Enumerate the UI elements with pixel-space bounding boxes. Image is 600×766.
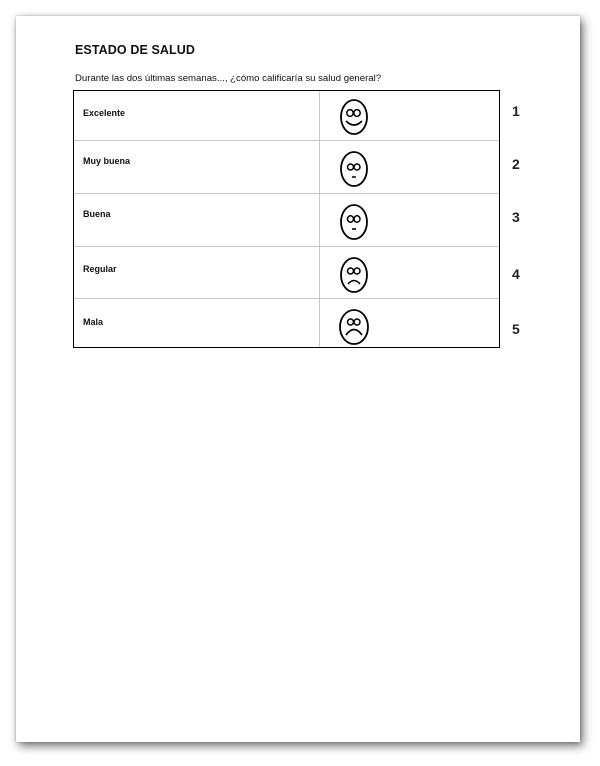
sad-face-icon [334,252,374,298]
option-number: 4 [512,266,520,282]
option-label: Regular [83,264,117,274]
option-label: Muy buena [83,156,131,166]
option-label: Excelente [83,108,126,118]
option-label: Buena [83,209,111,219]
question-text: Durante las dos últimas semanas..., ¿cómo calificaría su salud general? [75,73,382,84]
very-happy-face-icon [334,94,374,140]
rating-table [73,90,500,348]
table-row[interactable] [74,141,499,194]
table-row[interactable] [74,299,499,347]
neutral-face-icon [334,199,374,245]
neutral-face-icon [334,146,374,192]
table-row[interactable] [74,194,499,247]
page-title: ESTADO DE SALUD [75,43,196,57]
option-number: 3 [512,209,520,225]
document-page [16,16,580,742]
option-number: 1 [512,103,520,119]
option-number: 2 [512,156,520,172]
option-number: 5 [512,321,520,337]
option-label: Mala [83,317,104,327]
very-sad-face-icon [334,304,374,350]
table-row[interactable] [74,91,499,141]
table-row[interactable] [74,247,499,299]
